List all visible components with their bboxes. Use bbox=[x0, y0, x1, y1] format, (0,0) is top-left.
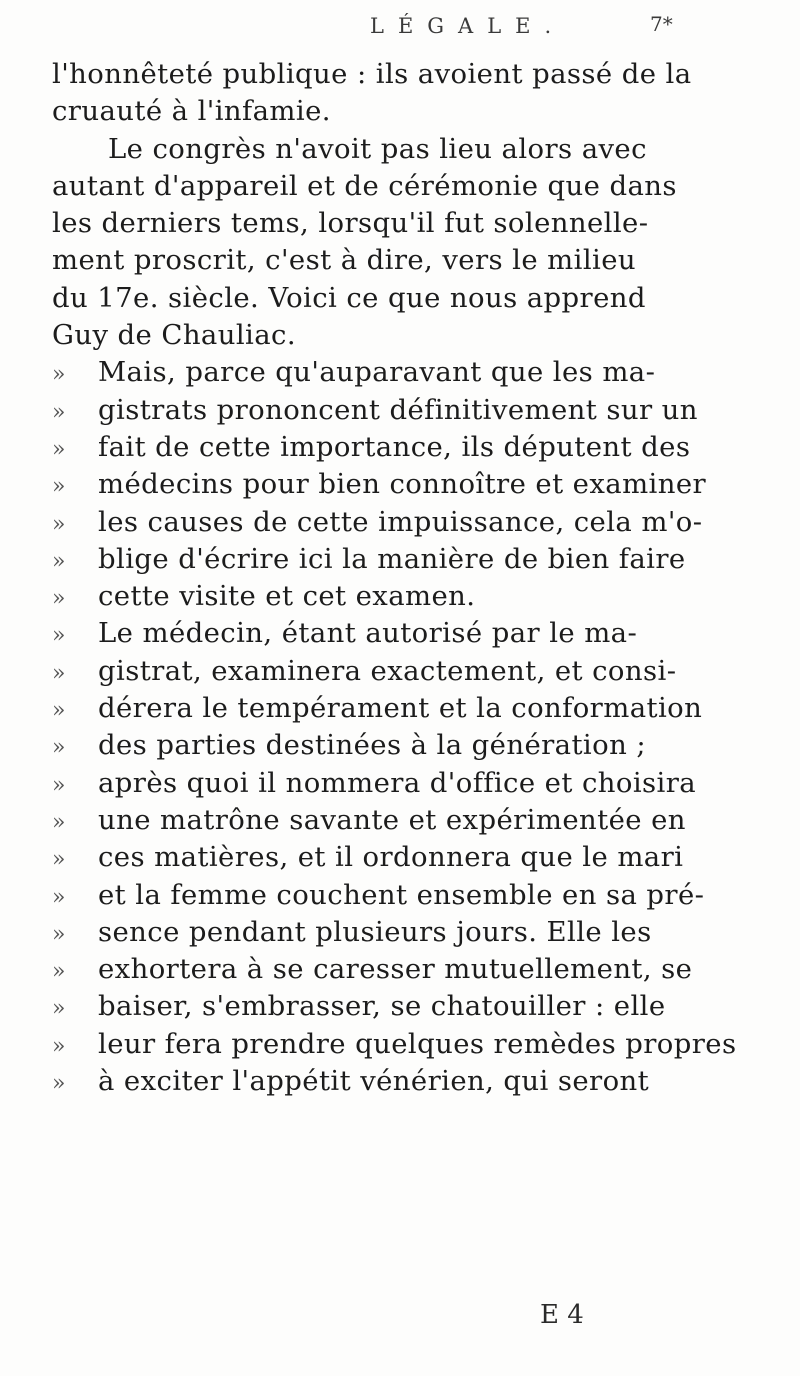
quoted-line bbox=[52, 690, 752, 727]
text-line: autant d'appareil et de cérémonie que dans bbox=[52, 169, 677, 202]
text-line: dérera le tempérament et la conformation bbox=[98, 692, 703, 725]
text-line: gistrats prononcent définitivement sur un bbox=[98, 393, 698, 426]
quote-mark: » bbox=[52, 996, 66, 1022]
text-line: cette visite et cet examen. bbox=[98, 580, 476, 613]
quoted-line bbox=[52, 727, 752, 764]
text-line: ces matières, et il ordonnera que le mari bbox=[98, 841, 684, 874]
quote-mark: » bbox=[52, 623, 66, 649]
text-line: les causes de cette impuissance, cela m'o- bbox=[98, 505, 703, 538]
quoted-line bbox=[52, 802, 752, 839]
quoted-line bbox=[52, 951, 752, 988]
quoted-line bbox=[52, 578, 752, 615]
quote-mark: » bbox=[52, 436, 66, 462]
quoted-line bbox=[52, 765, 752, 802]
quoted-line bbox=[52, 877, 752, 914]
text-line: sence pendant plusieurs jours. Elle les bbox=[98, 915, 652, 948]
quote-mark: » bbox=[52, 809, 66, 835]
catchword: E 4 bbox=[540, 1300, 584, 1330]
text-line: leur fera prendre quelques remèdes propres bbox=[98, 1027, 737, 1060]
quote-mark: » bbox=[52, 660, 66, 686]
text-line: à exciter l'appétit vénérien, qui seront bbox=[98, 1065, 650, 1098]
quoted-line bbox=[52, 615, 752, 652]
quote-mark: » bbox=[52, 474, 66, 500]
quote-mark: » bbox=[52, 884, 66, 910]
quote-mark: » bbox=[52, 362, 66, 388]
quoted-line bbox=[52, 541, 752, 578]
text-line: Le médecin, étant autorisé par le ma- bbox=[98, 617, 638, 650]
text-line: les derniers tems, lorsqu'il fut solennelle- bbox=[52, 207, 649, 240]
text-line: après quoi il nommera d'office et choisira bbox=[98, 766, 697, 799]
text-line: du 17e. siècle. Voici ce que nous apprend bbox=[52, 281, 646, 314]
quote-mark: » bbox=[52, 399, 66, 425]
quoted-line bbox=[52, 988, 752, 1025]
text-line: l'honnêteté publique : ils avoient passé de la bbox=[52, 58, 692, 90]
quoted-line bbox=[52, 504, 752, 541]
text-line: Mais, parce qu'auparavant que les ma- bbox=[98, 356, 656, 389]
quote-mark: » bbox=[52, 921, 66, 947]
text-line: baiser, s'embrasser, se chatouiller : elle bbox=[98, 990, 666, 1023]
text-line: une matrône savante et expérimentée en bbox=[98, 803, 686, 836]
text-line: gistrat, examinera exactement, et consi- bbox=[98, 654, 677, 687]
text-line: cruauté à l'infamie. bbox=[52, 95, 331, 128]
quote-mark: » bbox=[52, 959, 66, 985]
quoted-line bbox=[52, 653, 752, 690]
running-head: LÉGALE. bbox=[370, 14, 566, 38]
quote-mark: » bbox=[52, 1033, 66, 1059]
quoted-line bbox=[52, 354, 752, 391]
quote-mark: » bbox=[52, 847, 66, 873]
text-line: et la femme couchent ensemble en sa pré- bbox=[98, 878, 705, 911]
quote-mark: » bbox=[52, 1071, 66, 1097]
quoted-line bbox=[52, 429, 752, 466]
text-line: fait de cette importance, ils députent des bbox=[98, 430, 691, 463]
quoted-line bbox=[52, 1026, 752, 1063]
page-number: 7* bbox=[650, 12, 673, 36]
quoted-line bbox=[52, 392, 752, 429]
text-line: ment proscrit, c'est à dire, vers le milieu bbox=[52, 244, 636, 277]
quote-mark: » bbox=[52, 698, 66, 724]
quote-mark: » bbox=[52, 735, 66, 761]
quote-mark: » bbox=[52, 772, 66, 798]
quoted-line bbox=[52, 839, 752, 876]
body-text bbox=[52, 56, 752, 1100]
text-line: blige d'écrire ici la manière de bien faire bbox=[98, 542, 686, 575]
text-line: Le congrès n'avoit pas lieu alors avec bbox=[108, 132, 647, 165]
text-line: Guy de Chauliac. bbox=[52, 319, 296, 352]
quoted-line bbox=[52, 1063, 752, 1100]
text-line: médecins pour bien connoître et examiner bbox=[98, 468, 707, 501]
quoted-line bbox=[52, 466, 752, 503]
quote-mark: » bbox=[52, 586, 66, 612]
text-line: exhortera à se caresser mutuellement, se bbox=[98, 953, 693, 986]
quoted-line bbox=[52, 914, 752, 951]
quote-mark: » bbox=[52, 511, 66, 537]
text-line: des parties destinées à la génération ; bbox=[98, 729, 646, 762]
quote-mark: » bbox=[52, 548, 66, 574]
